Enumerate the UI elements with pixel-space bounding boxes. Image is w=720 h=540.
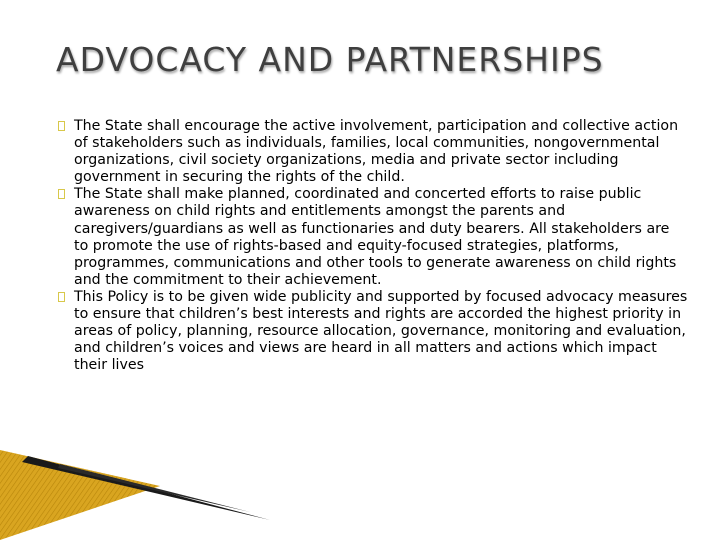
corner-decoration (0, 448, 720, 540)
bullet-item (58, 289, 688, 374)
square-bullet-icon (58, 292, 65, 302)
gold-wedge-shape (0, 450, 160, 540)
bullet-list (58, 118, 688, 374)
square-bullet-icon (58, 189, 65, 199)
bullet-text: The State shall make planned, coordinated and concerted efforts to raise public awareness on child rights and entitlements amongst the parents and caregivers/guardians as well as functionaries and duty bearers. All stakeholders are to promote the use of rights-based and equity-focused strategies, platforms, programmes, communications and other tools to generate awareness on child rights and the commitment to their achievement. (74, 186, 677, 288)
bullet-item (58, 186, 688, 289)
bullet-text: The State shall encourage the active involvement, participation and collective action of stakeholders such as individuals, families, local communities, nongovernmental organizations, civil society organizations, media and private sector including government in securing the rights of the child. (74, 118, 679, 186)
square-bullet-icon (58, 121, 65, 131)
slide-title: ADVOCACY AND PARTNERSHIPS (56, 40, 604, 79)
bullet-item (58, 118, 688, 186)
bullet-text: This Policy is to be given wide publicity and supported by focused advocacy measures to ensure that children’s best interests and rights are accorded the highest priority in areas of policy, planning, resource allocation, governance, monitoring and evaluation, and children’s voices and views are heard in all matters and actions which impact their lives (74, 288, 688, 374)
